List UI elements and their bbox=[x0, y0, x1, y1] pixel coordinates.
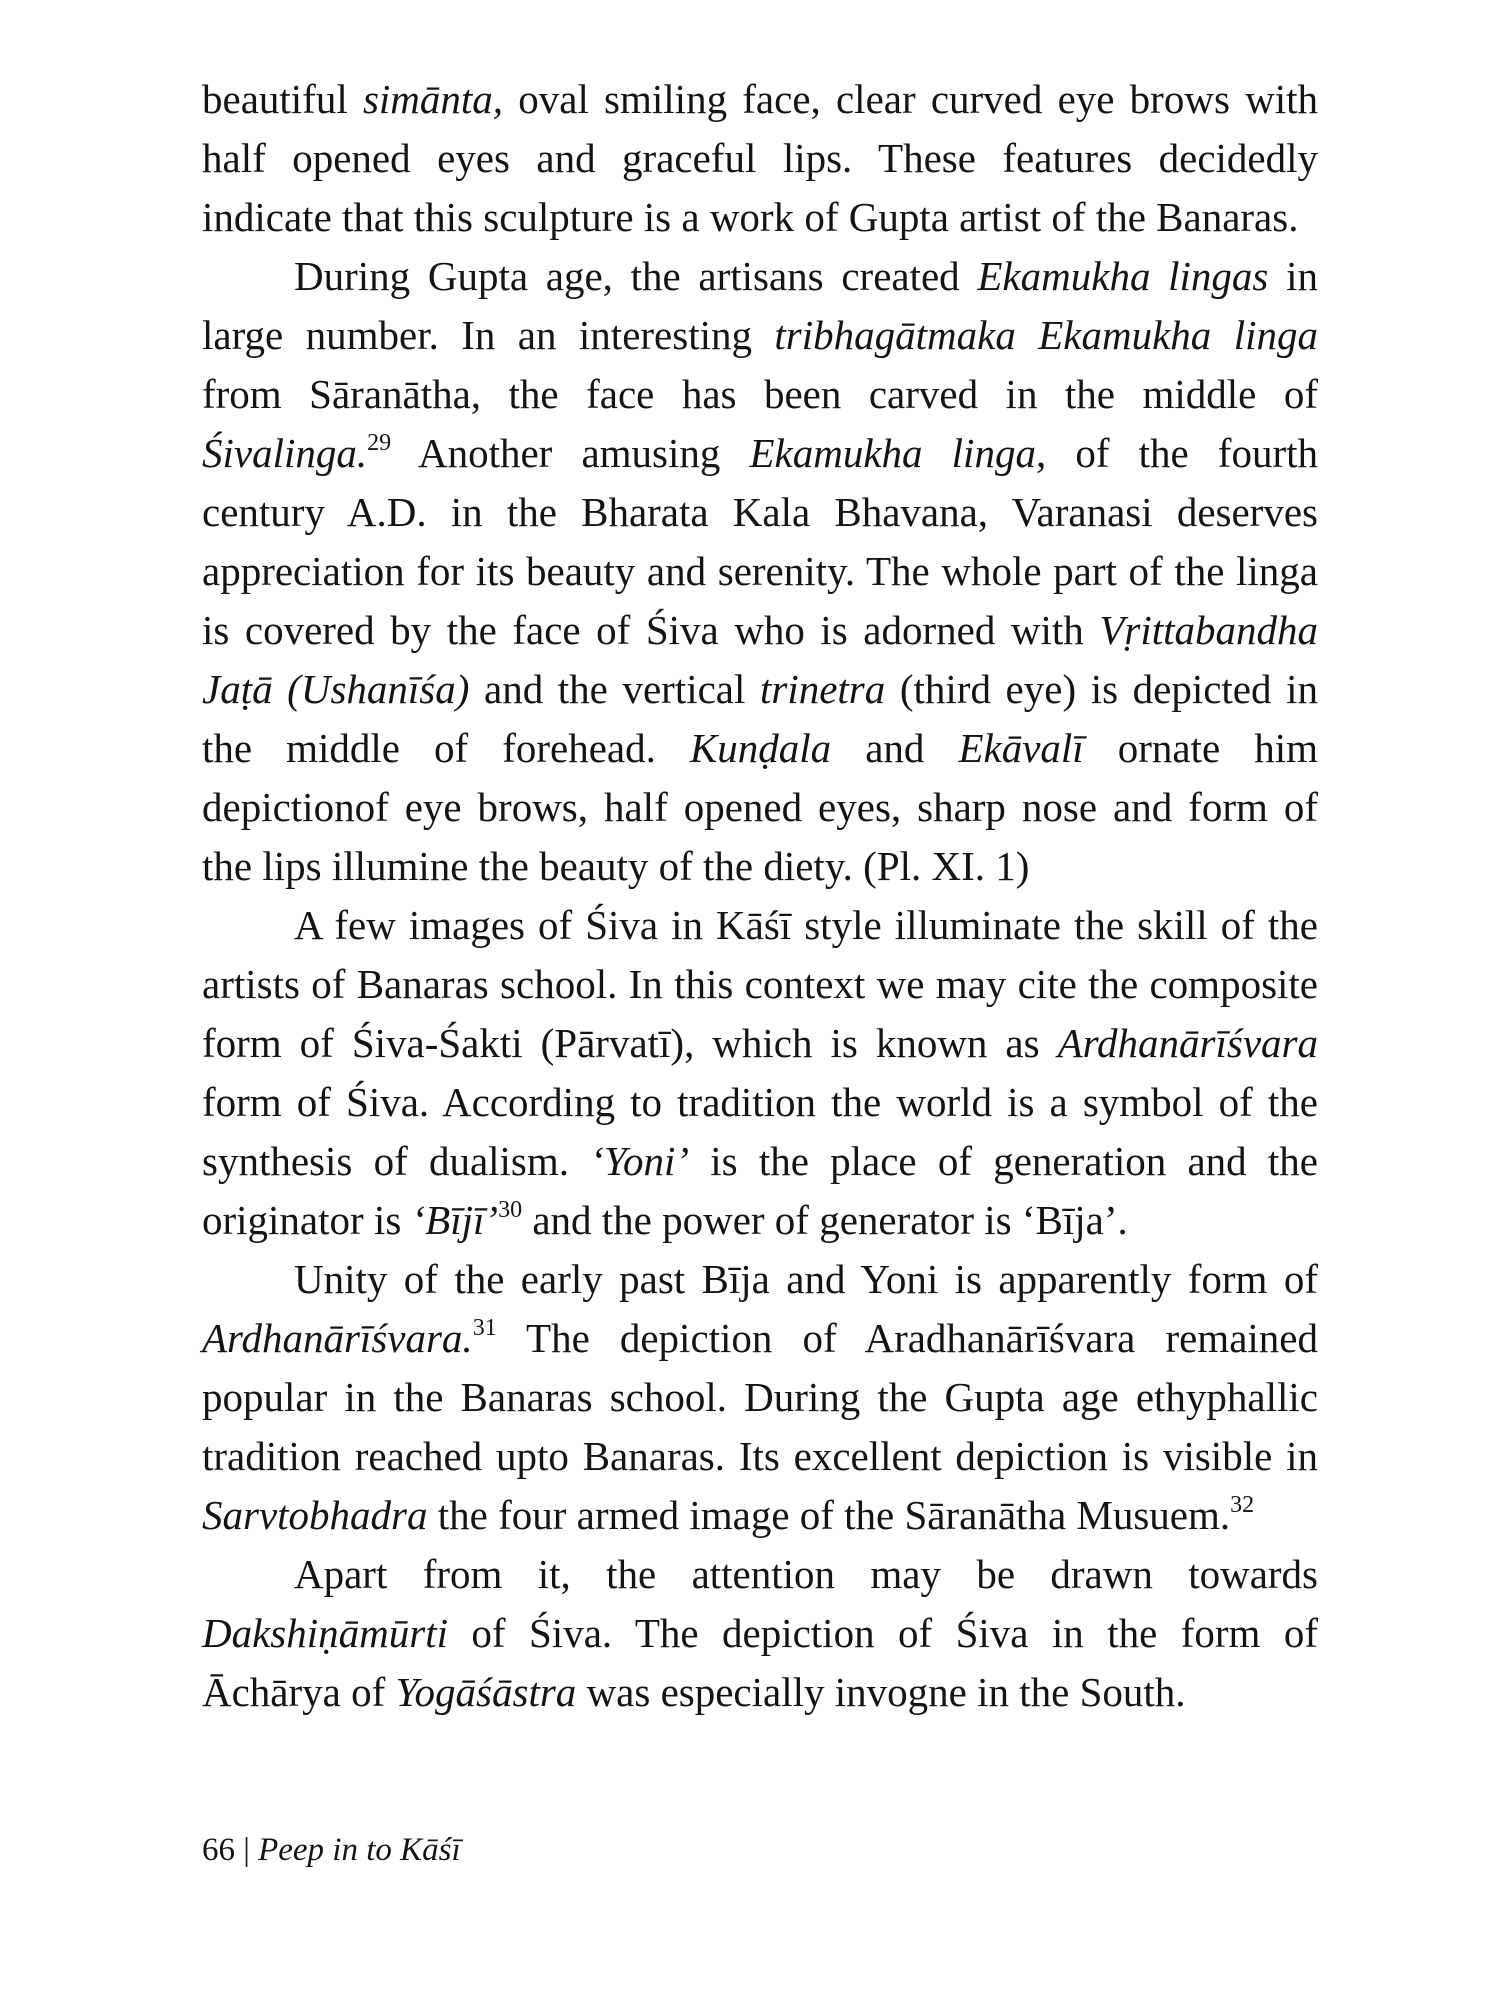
text-run: and bbox=[831, 725, 959, 771]
paragraph bbox=[202, 896, 1318, 1250]
footer-separator: | bbox=[235, 1832, 259, 1868]
text-run: form of Śiva. According to tradition the world is a symbol of the synthesis of dualism. bbox=[202, 1079, 1318, 1184]
text-run: Apart from it, the attention may be drawn towards bbox=[294, 1551, 1318, 1597]
page-number: 66 bbox=[202, 1832, 235, 1868]
italic-term: ‘Yoni’ bbox=[590, 1138, 690, 1184]
italic-term: Kunḍala bbox=[689, 725, 832, 771]
text-run: from Sāranātha, the face has been carved in the middle of bbox=[202, 371, 1318, 417]
italic-term: Vṛittabandha Jaṭā (Ushanīśa) bbox=[202, 607, 1318, 712]
text-run: beautiful bbox=[202, 76, 363, 122]
text-run: ornate him depictionof eye brows, half opened eyes, sharp nose and form of the lips illumine the beauty of the diety. (Pl. XI. 1) bbox=[202, 725, 1318, 889]
text-run: and the power of generator is ‘Bīja’. bbox=[522, 1197, 1128, 1243]
text-run: A few images of Śiva in Kāśī style illuminate the skill of the artists of Banaras school. In this context we may cite the composite form of Śiva-Śakti (Pārvatī), which is known as bbox=[202, 902, 1318, 1066]
paragraph bbox=[202, 1250, 1318, 1545]
italic-term: simānta, bbox=[362, 76, 504, 122]
paragraph bbox=[202, 1545, 1318, 1722]
paragraph bbox=[202, 70, 1318, 247]
italic-term: tribhagātmaka Ekamukha linga bbox=[774, 312, 1318, 358]
paragraph bbox=[202, 247, 1318, 896]
italic-term: Ekamukha lingas bbox=[977, 253, 1269, 299]
text-run: of Śiva. The depiction of Śiva in the form of Āchārya of bbox=[202, 1610, 1318, 1715]
text-run: (third eye) is depicted in the middle of forehead. bbox=[202, 666, 1318, 771]
italic-term: Yogāśāstra bbox=[395, 1669, 577, 1715]
text-run: Another amusing bbox=[391, 430, 750, 476]
italic-term: Ekamukha linga bbox=[749, 430, 1036, 476]
text-run: was especially invogne in the South. bbox=[576, 1669, 1186, 1715]
italic-term: Ekāvalī bbox=[958, 725, 1084, 771]
italic-term: Sarvtobhadra bbox=[202, 1492, 428, 1538]
footnote-marker: 32 bbox=[1230, 1492, 1255, 1519]
running-title: Peep in to Kāśī bbox=[258, 1832, 461, 1868]
text-run: During Gupta age, the artisans created bbox=[294, 253, 978, 299]
text-run: The depiction of Aradhanārīśvara remained popular in the Banaras school. During the Gupta age ethyphallic tradition reached upto Banaras. Its excellent depiction is visible in bbox=[202, 1315, 1318, 1479]
text-run: and the vertical bbox=[469, 666, 760, 712]
footnote-marker: 29 bbox=[367, 430, 392, 457]
text-run: Unity of the early past Bīja and Yoni is apparently form of bbox=[294, 1256, 1318, 1302]
text-run: is the place of generation and the originator is bbox=[202, 1138, 1319, 1243]
text-run: in large number. In an interesting bbox=[202, 253, 1318, 358]
body-text bbox=[202, 70, 1318, 1722]
italic-term: Ardhanārīśvara bbox=[1057, 1020, 1318, 1066]
italic-term: Dakshiṇāmūrti bbox=[202, 1610, 448, 1656]
italic-term: Ardhanārīśvara. bbox=[202, 1315, 473, 1361]
italic-term: trinetra bbox=[759, 666, 886, 712]
text-run: the four armed image of the Sāranātha Musuem. bbox=[427, 1492, 1231, 1538]
italic-term: ‘Bījī’ bbox=[411, 1197, 499, 1243]
text-run: oval smiling face, clear curved eye brows with half opened eyes and graceful lips. These features decidedly indicate that this sculpture is a work of Gupta artist of the Banaras. bbox=[202, 76, 1318, 240]
footnote-marker: 31 bbox=[472, 1315, 497, 1342]
italic-term: Śivalinga. bbox=[202, 430, 368, 476]
page-footer bbox=[202, 1830, 461, 1870]
footnote-marker: 30 bbox=[498, 1197, 523, 1224]
text-run: , of the fourth century A.D. in the Bharata Kala Bhavana, Varanasi deserves appreciation for its beauty and serenity. The whole part of the linga is covered by the face of Śiva who is adorned with bbox=[202, 430, 1318, 653]
